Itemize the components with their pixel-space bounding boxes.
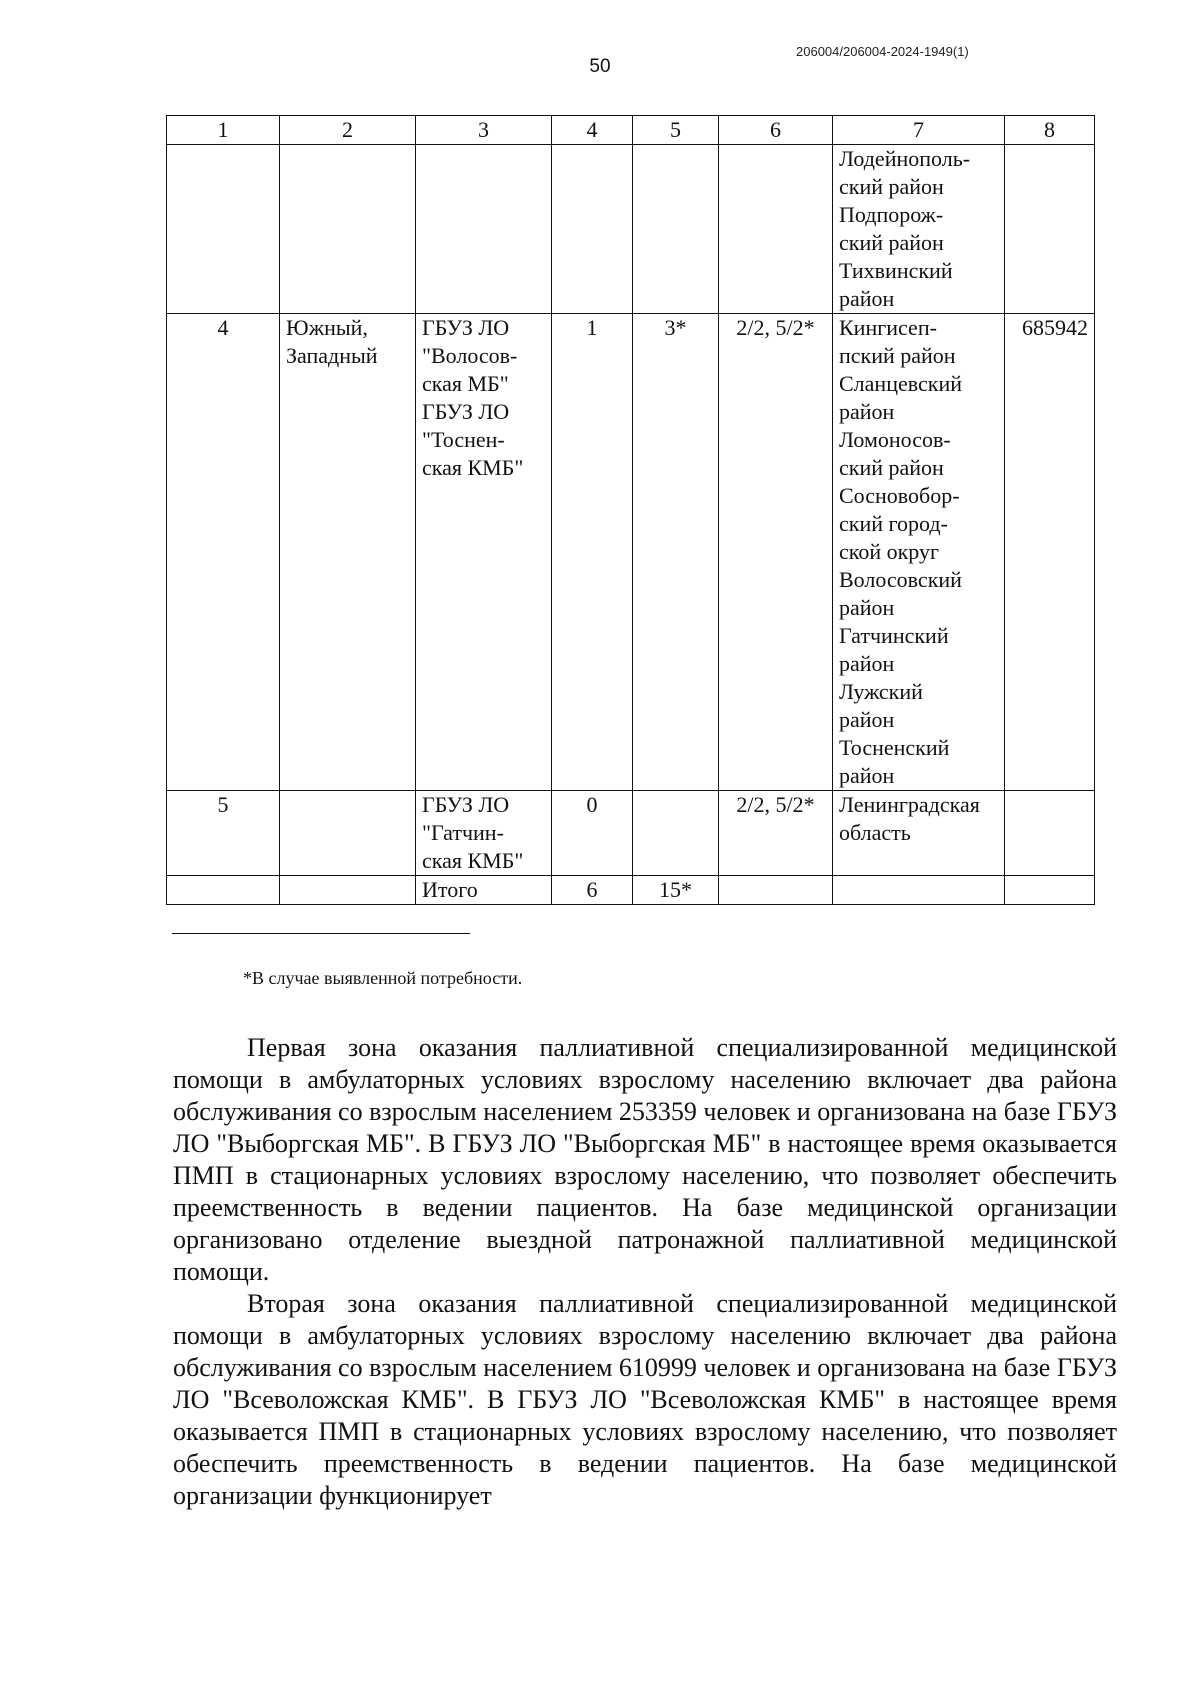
table-cell: 3* xyxy=(633,314,719,791)
table-cell xyxy=(833,876,1005,905)
table-cell xyxy=(1005,791,1095,876)
cell-line: район xyxy=(839,707,895,732)
column-header: 5 xyxy=(633,116,719,145)
table-cell xyxy=(1005,876,1095,905)
zones-table xyxy=(166,115,1095,905)
table-cell xyxy=(633,145,719,314)
table-cell xyxy=(280,876,416,905)
table-cell: 2/2, 5/2* xyxy=(719,314,833,791)
column-header: 2 xyxy=(280,116,416,145)
table-cell xyxy=(833,791,1005,876)
table-cell xyxy=(416,314,552,791)
cell-line: ский район xyxy=(839,174,944,199)
footnote: *В случае выявленной потребности. xyxy=(243,968,523,988)
table-cell xyxy=(167,876,280,905)
cell-line: "Гатчин- xyxy=(422,820,504,845)
paragraph: Вторая зона оказания паллиативной специализированной медицинской помощи в амбулаторных условиях взрослому населению включает два района обслуживания со взрослым населением 610999 человек и организована на базе ГБУЗ ЛО "Всеволожская КМБ". В ГБУЗ ЛО "Всеволожская КМБ" в настоящее время оказывается ПМП в стационарных условиях взрослому населению, что позволяет обеспечить преемственность в ведении пациентов. На базе медицинской организации функционирует xyxy=(173,1289,1117,1510)
column-header: 1 xyxy=(167,116,280,145)
table-header-row xyxy=(167,116,1095,145)
table-cell xyxy=(1005,145,1095,314)
table-row xyxy=(167,314,1095,791)
table-cell xyxy=(416,145,552,314)
table-cell: 0 xyxy=(552,791,633,876)
table-cell xyxy=(833,314,1005,791)
body-text xyxy=(173,1032,1117,1512)
cell-line: "Тоснен- xyxy=(422,427,505,452)
footnote-separator xyxy=(172,933,470,934)
cell-line: ГБУЗ ЛО xyxy=(422,315,510,340)
cell-line: ский район xyxy=(839,230,944,255)
table-cell xyxy=(633,791,719,876)
cell-line: область xyxy=(839,820,911,845)
table-row xyxy=(167,145,1095,314)
cell-line: район xyxy=(839,651,895,676)
cell-line: Волосовский xyxy=(839,567,962,592)
cell-line: Гатчинский xyxy=(839,623,949,648)
table-cell xyxy=(833,145,1005,314)
paragraph: Первая зона оказания паллиативной специализированной медицинской помощи в амбулаторных условиях взрослому населению включает два района обслуживания со взрослым населением 253359 человек и организована на базе ГБУЗ ЛО "Выборгская МБ". В ГБУЗ ЛО "Выборгская МБ" в настоящее время оказывается ПМП в стационарных условиях взрослому населению, что позволяет обеспечить преемственность в ведении пациентов. На базе медицинской организации организовано отделение выездной патронажной паллиативной медицинской помощи. xyxy=(173,1033,1117,1286)
cell-line: Лужский xyxy=(839,679,923,704)
column-header: 3 xyxy=(416,116,552,145)
cell-line: Ленинградская xyxy=(839,792,980,817)
cell-line: Тихвинский xyxy=(839,258,953,283)
cell-line: район xyxy=(839,763,895,788)
cell-line: район xyxy=(839,595,895,620)
column-header: 4 xyxy=(552,116,633,145)
cell-line: Лодейнополь- xyxy=(839,146,971,171)
table-cell: 5 xyxy=(167,791,280,876)
cell-line: район xyxy=(839,286,895,311)
table-cell xyxy=(167,145,280,314)
table-cell xyxy=(719,145,833,314)
cell-line: ГБУЗ ЛО xyxy=(422,792,510,817)
table-row xyxy=(167,876,1095,905)
cell-line: ский город- xyxy=(839,511,948,536)
cell-line: Кингисеп- xyxy=(839,315,937,340)
cell-line: Подпорож- xyxy=(839,202,944,227)
table-cell xyxy=(280,314,416,791)
table-cell xyxy=(280,791,416,876)
cell-line: Западный xyxy=(286,343,378,368)
cell-line: Сосновобор- xyxy=(839,483,960,508)
page-number: 50 xyxy=(589,56,611,77)
cell-line: Тосненский xyxy=(839,735,950,760)
table-cell: Итого xyxy=(416,876,552,905)
column-header: 6 xyxy=(719,116,833,145)
cell-line: ской округ xyxy=(839,539,940,564)
table-cell xyxy=(552,145,633,314)
cell-line: Южный, xyxy=(286,315,368,340)
cell-line: пский район xyxy=(839,343,956,368)
cell-line: ская КМБ" xyxy=(422,848,524,873)
cell-line: Сланцевский xyxy=(839,371,962,396)
table-cell: 4 xyxy=(167,314,280,791)
table-cell xyxy=(416,791,552,876)
cell-line: ский район xyxy=(839,455,944,480)
column-header: 7 xyxy=(833,116,1005,145)
table-cell: 6 xyxy=(552,876,633,905)
column-header: 8 xyxy=(1005,116,1095,145)
cell-line: ская МБ" xyxy=(422,371,509,396)
cell-line: "Волосов- xyxy=(422,343,518,368)
table-cell xyxy=(280,145,416,314)
table-row xyxy=(167,791,1095,876)
cell-line: район xyxy=(839,399,895,424)
document-id: 206004/206004-2024-1949(1) xyxy=(796,44,969,59)
table-cell: 2/2, 5/2* xyxy=(719,791,833,876)
table-cell: 15* xyxy=(633,876,719,905)
cell-line: ская КМБ" xyxy=(422,455,524,480)
cell-line: Ломоносов- xyxy=(839,427,951,452)
cell-line: ГБУЗ ЛО xyxy=(422,399,510,424)
table-cell: 1 xyxy=(552,314,633,791)
table-cell: 685942 xyxy=(1005,314,1095,791)
table-cell xyxy=(719,876,833,905)
